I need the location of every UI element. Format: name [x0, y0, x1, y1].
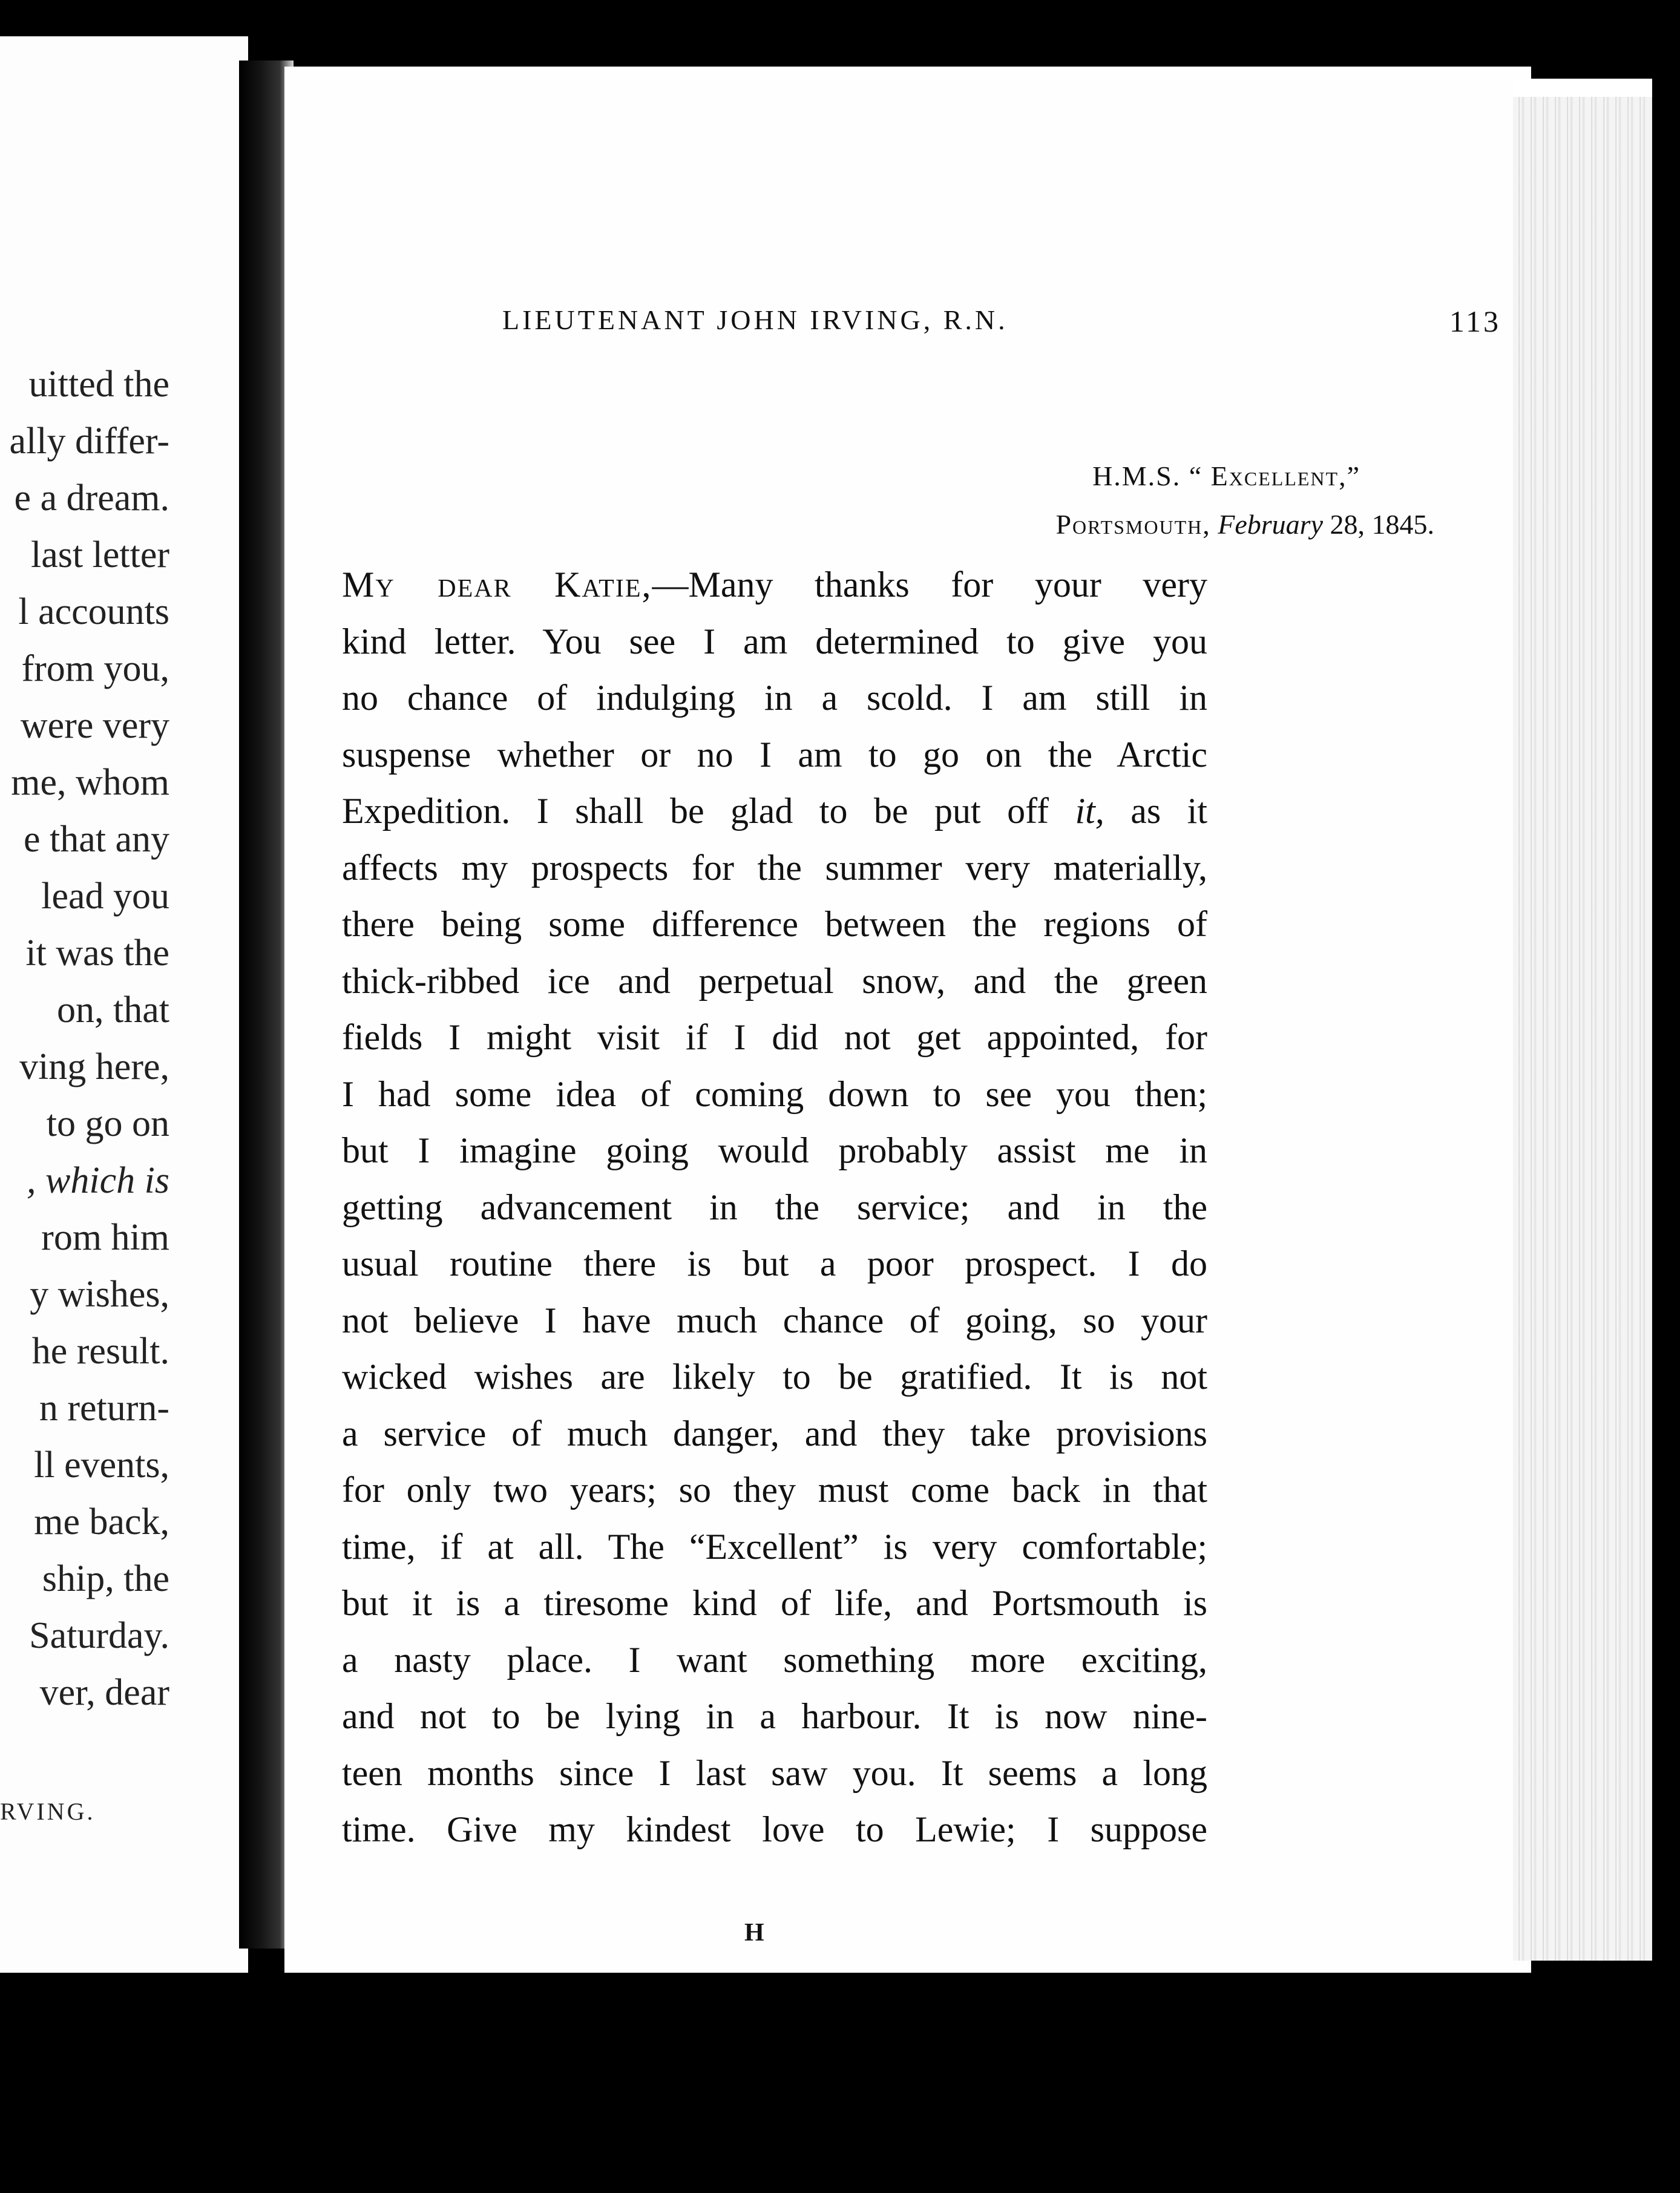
letter-line: fields I might visit if I did not get appointed, for — [342, 1017, 1207, 1057]
letter-line: suspense whether or no I am to go on the Arctic — [342, 734, 1207, 775]
letter-line: no chance of indulging in a scold. I am still in — [342, 678, 1207, 718]
left-page-line: uitted the — [28, 364, 169, 405]
left-page-line: it was the — [25, 933, 169, 974]
left-page-line: n return- — [39, 1388, 169, 1429]
left-facing-page — [0, 36, 248, 1973]
running-title: LIEUTENANT JOHN IRVING, R.N. — [502, 304, 1008, 335]
letter-line: a service of much danger, and they take provisions — [342, 1413, 1207, 1454]
dateline-day-year: 28, 1845. — [1330, 509, 1434, 540]
page-edges — [1513, 85, 1652, 1961]
left-page-line: to go on — [46, 1103, 169, 1144]
letter-line: wicked wishes are likely to be gratified. It is not — [342, 1357, 1207, 1397]
letter-line: a nasty place. I want something more exciting, — [342, 1639, 1207, 1680]
letter-line: getting advancement in the service; and in the — [342, 1187, 1207, 1227]
letter-line: affects my prospects for the summer very materially, — [342, 847, 1207, 888]
left-page-line: ving here, — [19, 1046, 169, 1087]
left-page-line: ll events, — [34, 1444, 169, 1486]
dateline-place-date — [1055, 508, 1434, 540]
left-page-signature: RVING. — [0, 1798, 96, 1825]
dateline-place: Portsmouth, — [1055, 509, 1211, 540]
letter-line: for only two years; so they must come back in that — [342, 1470, 1207, 1510]
left-page-line: last letter — [31, 534, 169, 575]
letter-line-5: Expedition. I shall be glad to be put off it, as it — [342, 791, 1208, 831]
running-head — [502, 304, 1507, 352]
left-page-line: on, that — [57, 989, 169, 1031]
letter-line: time. Give my kindest love to Lewie; I suppose — [342, 1809, 1207, 1849]
left-page-line: l accounts — [18, 591, 169, 632]
letter-line: but I imagine going would probably assist me in — [342, 1130, 1207, 1170]
letter-line: but it is a tiresome kind of life, and Portsmouth is — [342, 1583, 1207, 1623]
left-page-line: were very — [20, 705, 169, 746]
left-page-line: ship, the — [42, 1558, 169, 1599]
letter-line: there being some difference between the regions of — [342, 904, 1207, 944]
letter-line-1: My dear Katie,—Many thanks for your very — [342, 565, 1207, 605]
letter-line: usual routine there is but a poor prospect. I do — [342, 1244, 1207, 1283]
left-page-line: ver, dear — [39, 1672, 169, 1713]
left-page-line: , which is — [27, 1160, 169, 1201]
page-number: 113 — [1449, 304, 1501, 338]
letter-line: I had some idea of coming down to see you then; — [342, 1074, 1207, 1114]
salutation: My dear Katie, — [342, 565, 652, 605]
dateline-month: February — [1218, 509, 1323, 540]
left-page-line: from you, — [21, 648, 169, 689]
signature-mark: H — [744, 1919, 764, 1947]
left-page-line: me back, — [34, 1501, 169, 1542]
right-page — [284, 67, 1531, 1973]
left-page-line: e a dream. — [14, 477, 169, 519]
left-page-line: Saturday. — [29, 1615, 169, 1656]
letter-line: teen months since I last saw you. It seems a long — [342, 1752, 1207, 1793]
left-page-line: ally differ- — [9, 421, 169, 462]
letter-line: thick-ribbed ice and perpetual snow, and the green — [342, 960, 1207, 1001]
left-page-line: me, whom — [11, 762, 169, 803]
page-edges-top — [1513, 79, 1652, 97]
letter-body — [342, 557, 1492, 1858]
letter-line: not believe I have much chance of going, so your — [342, 1300, 1207, 1340]
left-page-line: y wishes, — [30, 1274, 169, 1315]
left-page-line: rom him — [41, 1217, 169, 1258]
left-page-line: he result. — [31, 1331, 169, 1372]
left-page-line: e that any — [23, 819, 169, 860]
letter-line: and not to be lying in a harbour. It is now nine- — [342, 1696, 1207, 1736]
letter-line: time, if at all. The “Excellent” is very comfortable; — [342, 1526, 1207, 1567]
letter-line: kind letter. You see I am determined to give you — [342, 621, 1207, 661]
dateline-ship: H.M.S. “ Excellent,” — [1092, 461, 1360, 491]
left-page-line: lead you — [41, 876, 169, 917]
